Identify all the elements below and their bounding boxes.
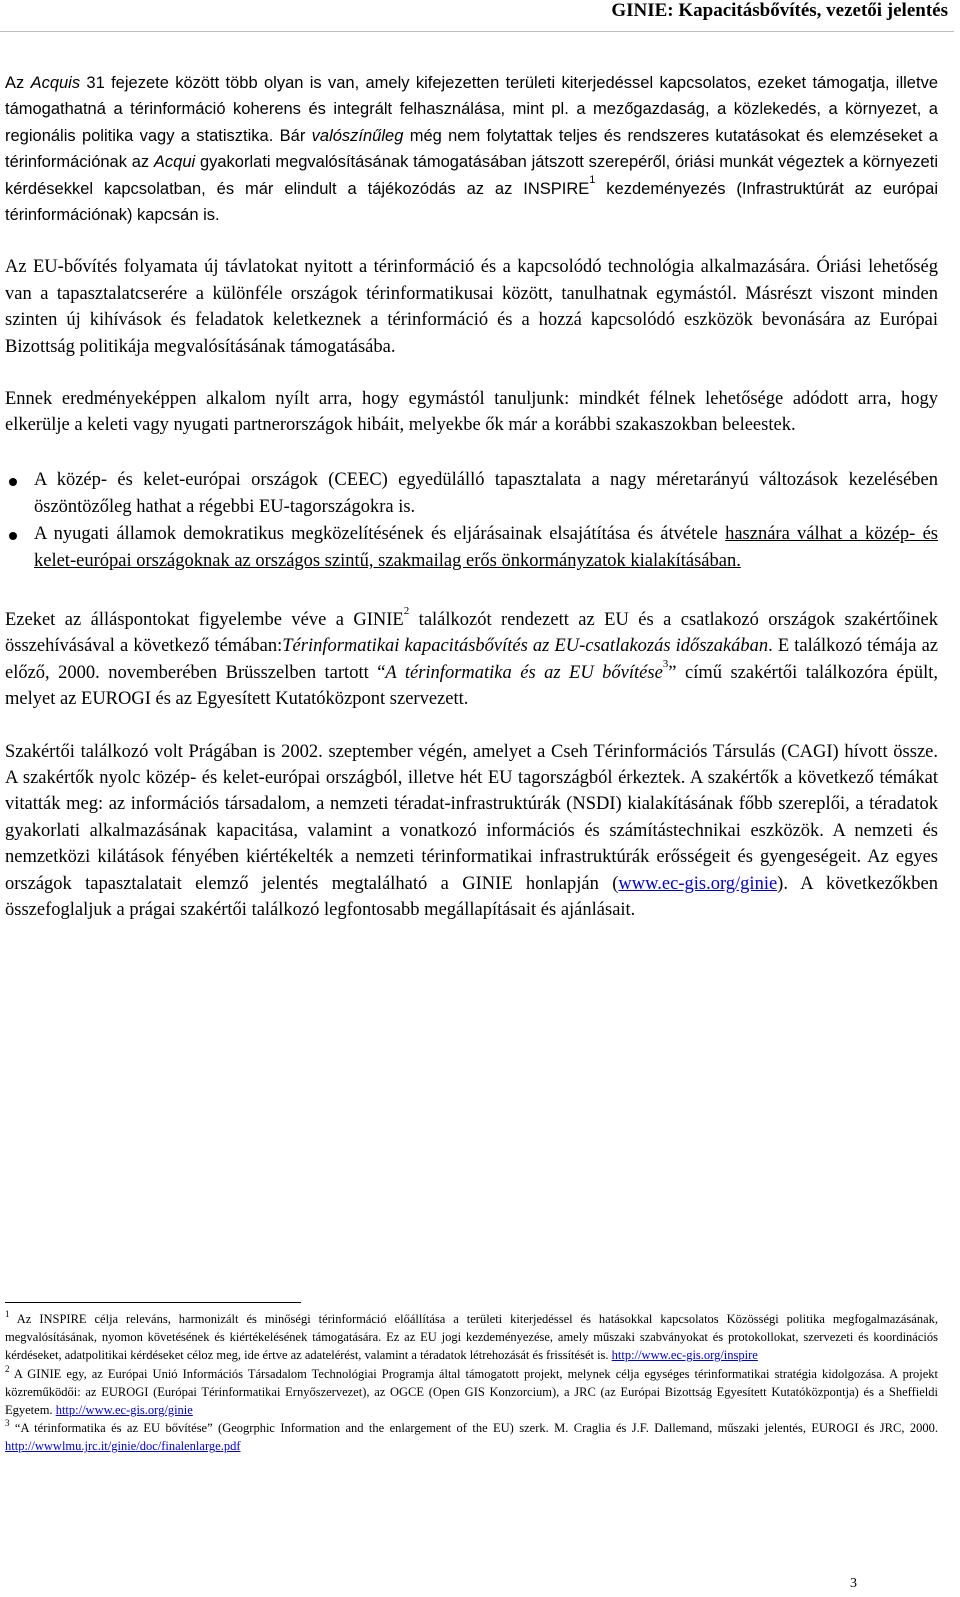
text: Szakértői találkozó volt Prágában is 2002. szeptember végén, amelyet a Cseh Térinformációs Társulás (CAGI) hívott össze. A szakértők nyolc közép- és kelet-európai országból, illetve hét EU tagországból érkeztek. A szakértők a következő témákat vitatták meg: az információs társadalom, a nemzeti téradat-infrastruktúrák (NSDI) kialakításának főbb szereplői, a téradatok gyakorlati alkalmazásának kapacitása, valamint a vonatkozó információs és számítástechnikai eszközök. A nemzeti és nemzetközi kilátások fényében kiértékelték a nemzeti térinformatikai infrastruktúrák erősségeit és gyengeségeit. Az egyes országok tapasztalatait elemző jelentés megtalálható a GINIE honlapján ( — [5, 741, 938, 894]
text: ). A következőkben összefoglaljuk a prágai szakértői találkozó legfontosabb megállapításait és ajánlásait. — [5, 873, 938, 920]
list-item — [5, 521, 938, 575]
spacer — [5, 228, 938, 254]
paragraph-acquis — [5, 70, 938, 228]
list-item-text: A közép- és kelet-európai országok (CEEC) egyedülálló tapasztalata a nagy méretarányú változások kezelésében öszöntözőleg hathat a régebbi EU-tagországokra is. — [34, 469, 938, 517]
footnotes — [5, 1310, 938, 1456]
text: Ezeket az álláspontokat figyelembe véve a GINIE — [5, 609, 404, 630]
footnote-text: Az INSPIRE célja releváns, harmonizált és minőségi térinformáció előállítása a területi kiterjedéssel és hatásokkal kapcsolatos Közösségi politika megfogalmazásának, megvalósításának, nyomon követésének és kiértékelésének támogatására. Ez az EU jogi kezdeményezése, amely műszaki szabványokat és protokollokat, szervezeti és koordinációs kérdéseket, adatpolitikai kérdéseket céloz meg, ide értve az adatelérést, valamint a téradatok létrehozását és frissítését is. — [5, 1312, 938, 1363]
document-body — [5, 70, 938, 923]
meeting-theme: Térinformatikai kapacitásbővítés az EU-csatlakozás időszakában — [282, 636, 769, 657]
text: Bár — [279, 126, 312, 145]
text: óriási munkát végeztek a környezeti kérdésekkel kapcsolatban, és már elindult a tájékozódás az az INSPIRE — [5, 153, 938, 198]
footnote-1 — [5, 1310, 938, 1365]
spacer — [5, 575, 938, 607]
footnote-ref-2[interactable]: 2 — [403, 604, 410, 617]
footnote-divider — [5, 1302, 301, 1303]
footnote-ref-3[interactable]: 3 — [662, 657, 669, 670]
emphasis: valószínűleg — [311, 126, 404, 145]
spacer — [5, 360, 938, 386]
page-number: 3 — [850, 1576, 857, 1591]
acquis-term: Acquis — [30, 74, 81, 92]
footnote-number: 2 — [5, 1363, 10, 1374]
page-header-title: GINIE: Kapacitásbővítés, vezetői jelentés — [611, 0, 948, 21]
footnote-number: 3 — [5, 1418, 10, 1429]
bullet-icon — [9, 532, 17, 540]
paragraph-learning: Ennek eredményeképpen alkalom nyílt arra, hogy egymástól tanuljunk: mindkét félnek lehetősége adódott arra, hogy elkerülje a keleti vagy nyugati partnerországok hibáit, melyekbe ők már a korábbi szakaszokban beleestek. — [5, 389, 938, 436]
footnote-number: 1 — [5, 1309, 10, 1319]
paragraph-prague-meeting — [5, 739, 938, 924]
bullet-icon — [9, 478, 17, 486]
text: Az — [5, 74, 31, 92]
footnote-ref-1[interactable]: 1 — [589, 173, 596, 186]
footnote-text: “A térinformatika és az EU bővítése” (Geogrphic Information and the enlargement of the EU) szerk. M. Craglia és J.F. Dallemand, műszaki jelentés, EUROGI és JRC, 2000. — [9, 1421, 938, 1436]
text: gyakorlati megvalósításának támogatásában játszott szerepéről, — [195, 153, 671, 172]
list-item — [5, 467, 938, 521]
report-title: A térinformatika és az EU bővítése — [385, 662, 663, 683]
ginie-link[interactable]: http://www.ec-gis.org/ginie — [55, 1403, 193, 1418]
list-item-underlined-text: hasznára válhat a közép- és kelet-európai országoknak az országos szintű, szakmailag erős önkormányzatok kialakításában. — [34, 523, 938, 571]
paragraph-eu-enlargement: Az EU-bővítés folyamata új távlatokat nyitott a térinformáció és a kapcsolódó technológia alkalmazására. Óriási lehetőség van a tapasztalatcserére a különféle országok térinformatikusai között, tanulhatnak egymástól. Másrészt viszont minden szinten új kihívások és feladatok keletkeznek a térinformáció és a hozzá kapcsolódó eszközök bevonására az Európai Bizottság politikája megvalósításának támogatásába. — [5, 257, 938, 357]
ginie-website-link[interactable]: www.ec-gis.org/ginie — [618, 873, 778, 894]
paragraph-ginie-meeting — [5, 604, 938, 713]
header-divider — [0, 31, 954, 32]
text: kezdeményezés (Infrastruktúrát az európai térinformációnak) kapcsán is. — [5, 179, 938, 225]
footnote-2 — [5, 1365, 938, 1420]
spacer — [5, 439, 938, 467]
acqui-term: Acqui — [153, 153, 196, 172]
text: . E találkozó témája az előző, 2000. novemberében Brüsszelben tartott “ — [5, 636, 938, 683]
inspire-link[interactable]: http://www.ec-gis.org/inspire — [611, 1348, 758, 1363]
footnote-3 — [5, 1419, 938, 1455]
list-item-text: A nyugati államok demokratikus megközelítésének és eljárásainak elsajátítása és átvétele — [34, 523, 726, 544]
bullet-list — [5, 467, 938, 575]
enlargement-report-link[interactable]: http://wwwlmu.jrc.it/ginie/doc/finalenlarge.pdf — [5, 1439, 241, 1454]
text: 31 fejezete között több olyan is van, amely kifejezetten területi kiterjedéssel kapcsolatos, ezeket támogatja, illetve támogathatná a térinformáció koherens és integrált felhasználása, mint pl. a mezőgazdaság, a közlekedés, a környezet, a regionális politika vagy a statisztika. — [5, 74, 938, 145]
text: ” című szakértői találkozóra épült, melyet az EUROGI és az Egyesített Kutatóközpont szervezett. — [5, 662, 938, 710]
spacer — [5, 713, 938, 739]
footnote-text: A GINIE egy, az Európai Unió Információs Társadalom Technológiai Programja által támogatott projekt, melynek célja egységes térinformatikai stratégia kidolgozása. A projekt közreműködői: az EUROGI (Európai Térinformatikai Ernyőszervezet), az OGCE (Open GIS Konzorcium), a JRC (az Európai Bizottság Egyesített Kutatóközpontja) és a Sheffieldi Egyetem. — [5, 1366, 938, 1418]
text: találkozót rendezett az EU és a csatlakozó országok szakértőinek összehívásával a következő témában: — [5, 609, 938, 657]
text: még nem folytattak teljes és rendszeres kutatásokat és elemzéseket a térinformációnak az — [5, 126, 938, 172]
